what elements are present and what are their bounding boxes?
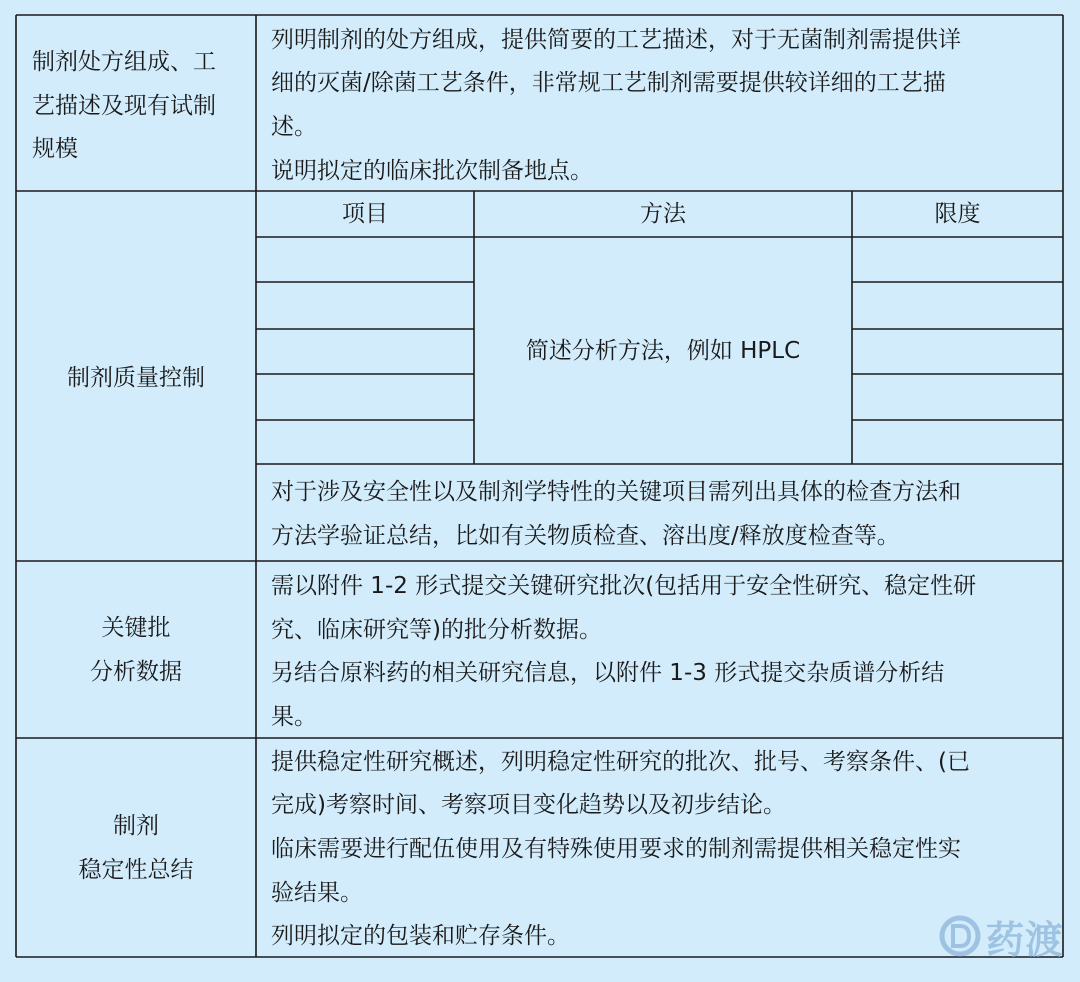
- row-label-line: 艺描述及现有试制: [32, 93, 216, 119]
- watermark-text: 药渡: [986, 917, 1065, 962]
- row-label-line: 制剂: [113, 813, 159, 839]
- sub-header-item: 项目: [342, 201, 388, 227]
- row-label-line: 稳定性总结: [78, 857, 194, 883]
- sub-header-method: 方法: [640, 201, 686, 227]
- sub-header-limit: 限度: [934, 201, 981, 227]
- yaodu-logo-icon: [938, 914, 982, 958]
- row-content-line: 临床需要进行配伍使用及有特殊使用要求的制剂需提供相关稳定性实: [271, 836, 961, 862]
- row-content-line: 列明制剂的处方组成，提供简要的工艺描述，对于无菌制剂需提供详: [271, 27, 961, 53]
- row-content-line: 述。: [271, 114, 317, 140]
- row-content-line: 另结合原料药的相关研究信息，以附件 1-3 形式提交杂质谱分析结: [271, 660, 945, 686]
- row-label-line: 制剂质量控制: [67, 365, 205, 391]
- row-content-line: 究、临床研究等)的批分析数据。: [271, 617, 602, 643]
- watermark: [938, 906, 1064, 966]
- row-content-line: 提供稳定性研究概述，列明稳定性研究的批次、批号、考察条件、(已: [271, 749, 970, 775]
- row-label-line: 制剂处方组成、工: [32, 49, 216, 75]
- row-content-line: 验结果。: [271, 880, 363, 906]
- note-line: 对于涉及安全性以及制剂学特性的关键项目需列出具体的检查方法和: [271, 479, 961, 505]
- row-content-line: 果。: [271, 704, 317, 730]
- row-label-line: 规模: [32, 136, 78, 162]
- row-content-line: 列明拟定的包装和贮存条件。: [271, 923, 570, 949]
- method-description: 简述分析方法，例如 HPLC: [525, 338, 801, 364]
- row-label-line: 关键批: [101, 615, 171, 641]
- row-content-line: 需以附件 1-2 形式提交关键研究批次(包括用于安全性研究、稳定性研: [271, 573, 977, 599]
- row-label-line: 分析数据: [90, 659, 182, 685]
- row-content-line: 完成)考察时间、考察项目变化趋势以及初步结论。: [271, 792, 786, 818]
- row-content-line: 说明拟定的临床批次制备地点。: [271, 158, 593, 184]
- note-line: 方法学验证总结，比如有关物质检查、溶出度/释放度检查等。: [271, 523, 900, 549]
- row-content-line: 细的灭菌/除菌工艺条件，非常规工艺制剂需要提供较详细的工艺描: [271, 70, 946, 96]
